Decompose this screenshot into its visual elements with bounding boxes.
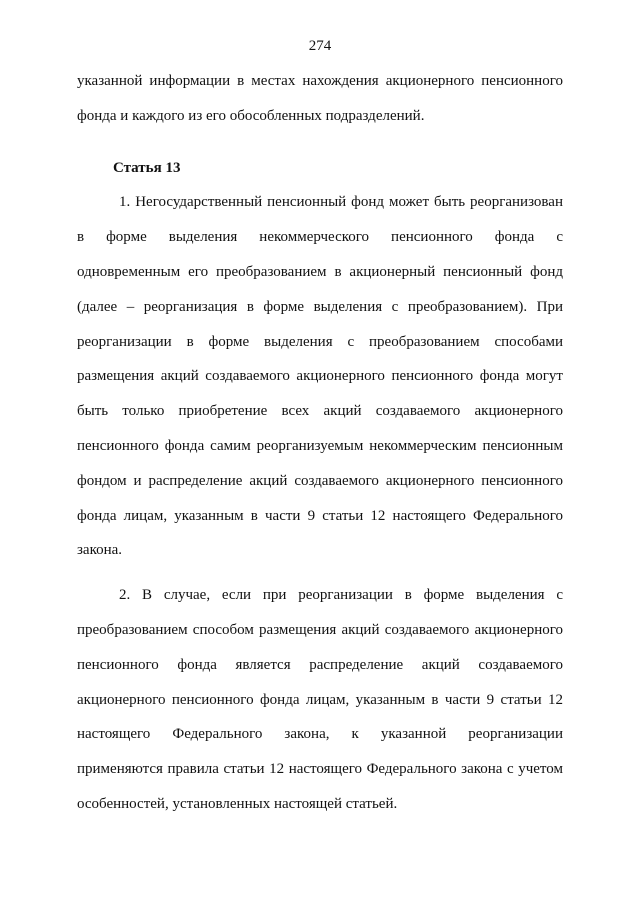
text-line: одновременным его преобразованием в акционерный пенсионный фонд [77,263,563,280]
text-line: фондом и распределение акций создаваемого акционерного пенсионного [77,472,563,489]
text-line: акционерного пенсионного фонда лицам, указанным в части 9 статьи 12 [77,691,563,708]
text-line: 2. В случае, если при реорганизации в форме выделения с [119,587,563,604]
article-heading: Статья 13 [113,159,181,176]
document-body [77,64,563,822]
text-line: особенностей, установленных настоящей статьей. [77,795,398,812]
text-line: размещения акций создаваемого акционерного пенсионного фонда могут [77,368,563,385]
text-line: пенсионного фонда является распределение акций создаваемого [77,656,563,673]
text-line: преобразованием способом размещения акций создаваемого акционерного [77,621,563,638]
text-line: быть только приобретение всех акций создаваемого акционерного [77,403,563,420]
text-line: 1. Негосударственный пенсионный фонд может быть реорганизован [119,194,563,211]
text-line: указанной информации в местах нахождения акционерного пенсионного [77,73,563,89]
text-line: в форме выделения некоммерческого пенсионного фонда с [77,229,563,246]
spacer [77,568,563,578]
text-line: закона. [77,542,123,559]
page-number: 274 [308,38,332,54]
text-line: применяются правила статьи 12 настоящего Федерального закона с учетом [77,761,563,778]
text-line: фонда лицам, указанным в части 9 статьи 12 настоящего Федерального [77,507,563,524]
text-line: настоящего Федерального закона, к указанной реорганизации [77,726,563,743]
text-line: реорганизации в форме выделения с преобразованием способами [77,333,563,350]
text-line: фонда и каждого из его обособленных подразделений. [77,107,425,124]
spacer [77,134,563,151]
text-line: пенсионного фонда самим реорганизуемым некоммерческим пенсионным [77,437,563,454]
text-line: (далее – реорганизация в форме выделения с преобразованием). При [77,298,563,315]
